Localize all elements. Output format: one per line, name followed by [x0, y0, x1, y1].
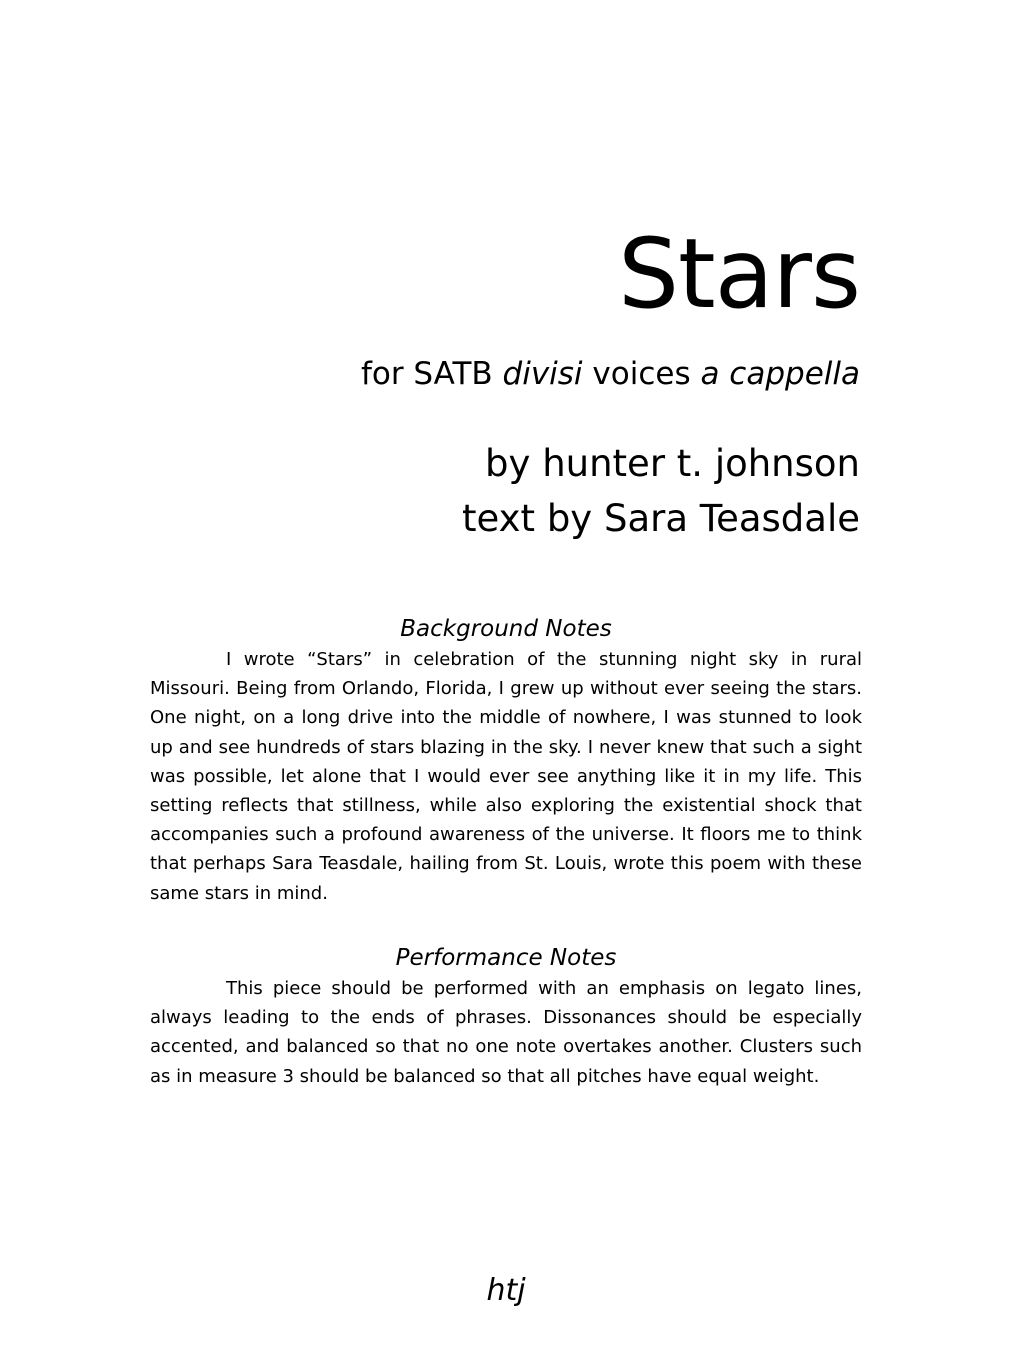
background-notes-heading: Background Notes [400, 616, 612, 642]
text-credit: text by Sara Teasdale [462, 497, 860, 540]
performance-notes-heading: Performance Notes [395, 945, 617, 971]
background-notes-body: I wrote “Stars” in celebration of the stunning night sky in rural Missouri. Being from Orlando, Florida, I grew up without ever seeing the stars. One night, on a long drive into the middle of nowhere, I was stunned to look up and see hundreds of stars blazing in the sky. I never knew that such a sight was possible, let alone that I would ever see anything like it in my life. This setting reflects that stillness, while also exploring the existential shock that accompanies such a profound awareness of the universe. It floors me to think that perhaps Sara Teasdale, hailing from St. Louis, wrote this poem with these same stars in mind. [150, 649, 862, 904]
background-notes-section [150, 613, 862, 908]
subtitle-divisi: divisi [502, 356, 583, 392]
footer-initials: htj [486, 1273, 526, 1308]
subtitle [361, 356, 860, 393]
subtitle-middle: voices [582, 356, 701, 392]
subtitle-acappella: a cappella [700, 356, 860, 392]
performance-notes-body: This piece should be performed with an emphasis on legato lines, always leading to the ends of phrases. Dissonances should be especially accented, and balanced so that no one note overtakes another. Clusters such as in measure 3 should be balanced so that all pitches have equal weight. [150, 978, 862, 1087]
composer-credit: by hunter t. johnson [485, 442, 860, 485]
page-title: Stars [618, 218, 860, 330]
performance-notes-section [150, 942, 862, 1091]
subtitle-prefix: for SATB [360, 356, 503, 392]
